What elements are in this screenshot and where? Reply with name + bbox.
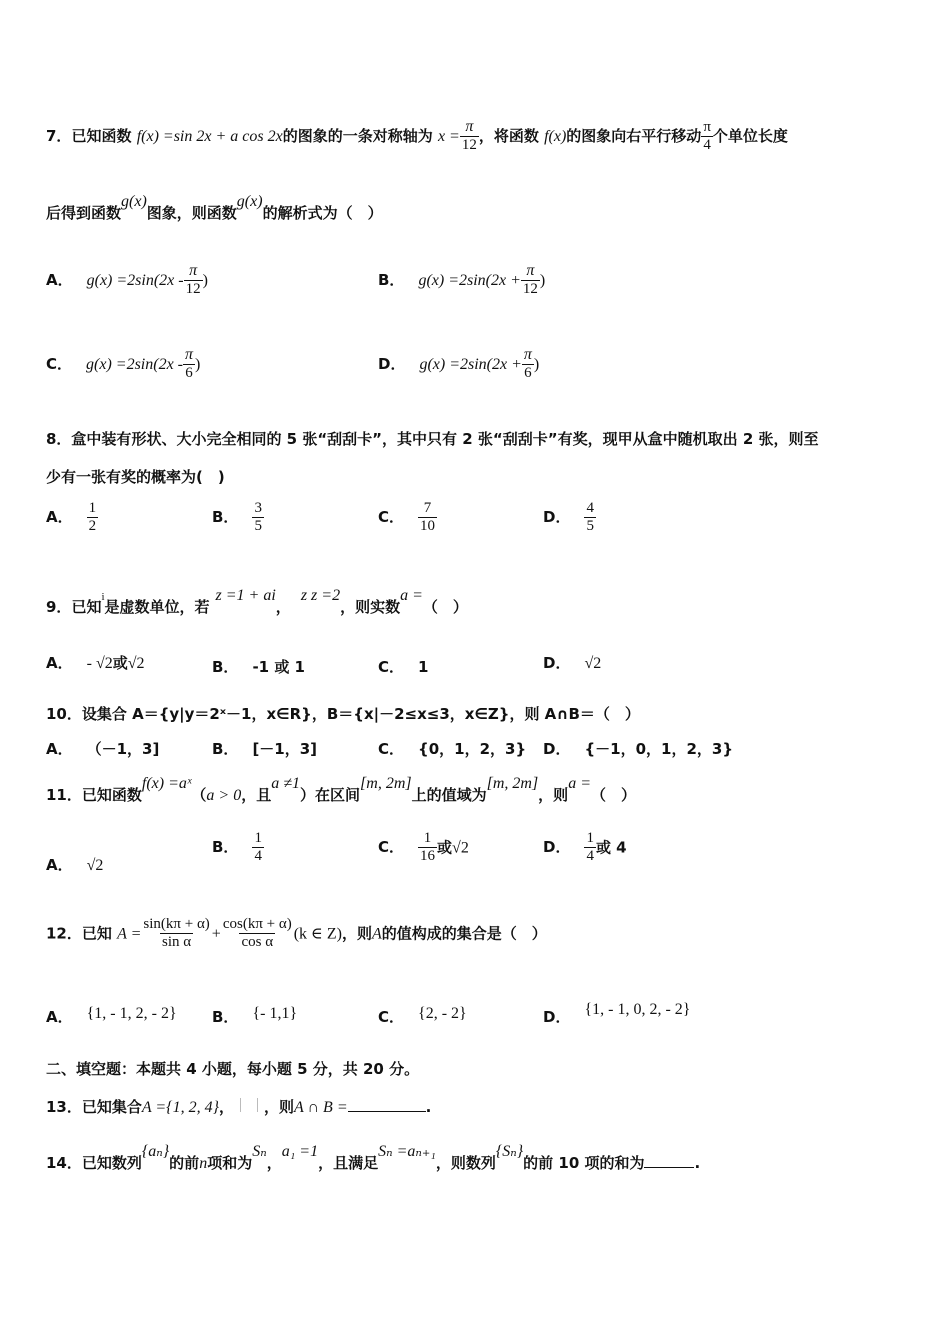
option-value: {0，1，2，3} — [418, 740, 527, 758]
question-7-line-1 — [46, 118, 788, 155]
option-label: C． — [378, 508, 405, 527]
variable: n — [199, 1155, 208, 1172]
option-label: D． — [543, 508, 571, 527]
option-value: {－1，0，1，2，3} — [584, 740, 733, 758]
option-label: D． — [543, 654, 571, 672]
text: 已知函数 — [81, 786, 142, 804]
question-number: 11． — [46, 786, 82, 804]
text: 的前 10 项的和为 — [523, 1154, 645, 1172]
option-fraction — [183, 346, 195, 383]
option-value: [－1，3] — [252, 740, 318, 758]
question-8-line-1: 8．盒中装有形状、大小完全相同的 5 张“刮刮卡”，其中只有 2 张“刮刮卡”有奖，现甲从盒中随机取出 2 张，则至 — [46, 430, 819, 448]
fraction-numerator: π — [703, 118, 711, 135]
option-label: B． — [212, 740, 239, 758]
text: 个单位长度 — [712, 126, 788, 145]
option-value: -1 或 1 — [252, 658, 305, 676]
q8-option-c[interactable] — [378, 500, 437, 536]
option-label: A． — [46, 270, 73, 289]
fraction-numerator: 4 — [586, 500, 594, 516]
fraction-numerator: 1 — [254, 830, 262, 846]
option-value: √2 — [127, 655, 145, 672]
q12-option-d[interactable] — [543, 1001, 691, 1027]
option-value: √2 — [452, 839, 469, 857]
q11-option-d[interactable] — [543, 830, 627, 866]
formula-fraction-2 — [221, 916, 294, 952]
fraction-numerator: 7 — [423, 500, 432, 516]
q10-option-c[interactable] — [378, 738, 526, 759]
text: 项和为 — [207, 1154, 253, 1172]
q10-option-d[interactable] — [543, 738, 733, 759]
option-text: 或 4 — [595, 838, 627, 857]
option-label: B． — [378, 270, 405, 289]
question-7-line-2 — [46, 193, 383, 223]
option-value: √2 — [86, 857, 104, 874]
sequence: {Sₙ} — [495, 1143, 524, 1160]
fraction-numerator: 1 — [88, 500, 97, 516]
equation: z z =2 — [300, 587, 341, 604]
axis-lhs: x = — [437, 127, 460, 145]
question-14 — [46, 1143, 701, 1173]
fraction-numerator: 1 — [586, 830, 594, 846]
text: ， — [218, 1098, 234, 1116]
option-fraction — [584, 500, 596, 536]
fraction-numerator: 3 — [254, 500, 262, 516]
option-label: D． — [543, 740, 571, 758]
fraction-denominator: 12 — [522, 281, 538, 298]
q9-option-d[interactable] — [543, 652, 601, 673]
fraction-numerator: π — [465, 118, 474, 135]
question-number: 12． — [46, 924, 82, 943]
q8-option-d[interactable] — [543, 500, 596, 536]
fraction-numerator: π — [189, 262, 198, 279]
option-label: D． — [543, 838, 571, 857]
fraction-denominator: 4 — [254, 848, 262, 865]
option-label: A． — [46, 740, 73, 758]
option-formula-end: ) — [539, 271, 546, 289]
option-label: B． — [212, 658, 239, 676]
function-formula: f(x) =sin 2x + a cos 2x — [136, 127, 283, 145]
text: 的图象的一条对称轴为 — [282, 126, 433, 145]
option-value: （－1，3] — [86, 740, 160, 758]
text: （ ） — [422, 598, 468, 616]
option-fraction — [521, 262, 540, 299]
sum-symbol: Sₙ — [252, 1143, 267, 1160]
text: （ ） — [590, 786, 636, 804]
text: ，将函数 — [478, 126, 539, 145]
question-9 — [46, 587, 468, 617]
text: 的前 — [169, 1154, 200, 1172]
text: 是虚数单位，若 — [104, 598, 210, 616]
variable: A — [372, 925, 382, 943]
fraction-denominator: 16 — [420, 848, 436, 865]
q7-option-d[interactable] — [378, 346, 539, 383]
fraction-numerator: cos(kπ + α) — [222, 916, 292, 932]
q8-option-b[interactable] — [212, 500, 264, 536]
option-fraction — [252, 500, 264, 536]
fraction-numerator: π — [185, 346, 194, 363]
fraction-denominator: 5 — [586, 518, 594, 535]
option-label: B． — [212, 838, 239, 857]
q12-option-c[interactable] — [378, 1006, 467, 1027]
text: 后得到函数 — [46, 204, 122, 222]
fraction-denominator: 6 — [524, 365, 532, 382]
option-label: D． — [378, 354, 406, 373]
option-formula: g(x) =2sin(2x + — [419, 355, 522, 373]
option-label: C． — [378, 740, 405, 758]
q7-option-c[interactable] — [46, 346, 200, 383]
fraction-denominator: 5 — [254, 518, 262, 535]
question-number: 14． — [46, 1154, 82, 1172]
option-formula-end: ) — [202, 271, 208, 289]
q7-option-b[interactable] — [378, 262, 545, 299]
text: ， — [275, 598, 291, 616]
text: 的图象向右平行移动 — [566, 126, 702, 145]
question-10: 10．设集合 A＝{y|y＝2ˣ－1，x∈R}，B＝{x|－2≤x≤3，x∈Z}，则 A∩B＝（ ） — [46, 705, 640, 723]
q12-option-a[interactable] — [46, 1006, 177, 1027]
q9-option-b[interactable] — [212, 656, 305, 677]
text: ，则数列 — [435, 1154, 496, 1172]
text: ，且满足 — [318, 1154, 379, 1172]
text: ，则 — [342, 924, 373, 943]
fraction-numerator: 1 — [423, 830, 432, 846]
option-fraction — [87, 500, 99, 536]
imaginary-unit: i — [101, 591, 105, 603]
set-definition: A ={1, 2, 4} — [141, 1099, 219, 1116]
option-value: {1, - 1, 2, - 2} — [86, 1005, 177, 1022]
text: 已知函数 — [71, 126, 132, 145]
text: 已知数列 — [81, 1154, 142, 1172]
variable: a = — [568, 775, 591, 792]
option-label: A． — [46, 856, 73, 874]
recurrence: Sₙ =aₙ₊₁ — [378, 1143, 436, 1160]
option-label: C． — [46, 354, 73, 373]
fraction-denominator: 12 — [461, 137, 477, 154]
q10-option-b[interactable] — [212, 738, 317, 759]
option-label: A． — [46, 654, 73, 672]
q9-option-c[interactable] — [378, 656, 428, 677]
text: ，则 — [263, 1098, 294, 1116]
option-formula: g(x) =2sin(2x - — [86, 355, 183, 373]
option-formula-end: ) — [195, 355, 201, 373]
formula-lhs: A = — [117, 925, 142, 943]
option-label: C． — [378, 838, 405, 857]
equation: z =1 + ai — [215, 587, 276, 604]
fraction-denominator: 6 — [185, 365, 193, 382]
fraction-denominator: 12 — [185, 281, 201, 298]
q11-option-c[interactable] — [378, 830, 469, 866]
option-label: D． — [543, 1008, 571, 1026]
option-label: C． — [378, 1008, 405, 1026]
option-label: A． — [46, 508, 73, 527]
text: 已知 — [81, 924, 112, 943]
text: . — [694, 1154, 701, 1172]
option-fraction — [522, 346, 534, 383]
option-fraction — [418, 500, 437, 536]
text: 图象，则函数 — [146, 204, 237, 222]
sequence: {aₙ} — [141, 1143, 170, 1160]
question-number: 9． — [46, 598, 72, 616]
option-formula-end: ) — [533, 355, 540, 373]
option-fraction — [184, 262, 203, 299]
question-number: 13． — [46, 1098, 82, 1116]
fraction-numerator: π — [526, 262, 535, 279]
expression: A ∩ B = — [294, 1099, 348, 1116]
text: （ — [191, 786, 207, 804]
text: 已知集合 — [81, 1098, 142, 1116]
option-formula: g(x) =2sin(2x + — [418, 271, 521, 289]
fraction-denominator: sin α — [162, 934, 192, 951]
text: . — [425, 1098, 432, 1116]
condition: a > 0 — [206, 787, 242, 804]
question-number: 7． — [46, 126, 72, 145]
question-8-line-2: 少有一张有奖的概率为( ) — [46, 468, 225, 486]
fraction-denominator: 2 — [88, 518, 97, 535]
plus-sign: + — [211, 925, 221, 943]
answer-blank[interactable] — [644, 1167, 694, 1168]
option-label: A． — [46, 1008, 73, 1026]
text: ，且 — [241, 786, 272, 804]
option-label: B． — [212, 508, 239, 527]
fraction-denominator: 10 — [420, 518, 436, 535]
fraction-denominator: 4 — [703, 136, 711, 153]
axis-fraction — [460, 118, 479, 155]
option-value: {2, - 2} — [418, 1005, 467, 1022]
condition: a ≠1 — [271, 775, 301, 792]
answer-blank[interactable] — [348, 1111, 426, 1112]
option-value: √2 — [584, 655, 602, 672]
option-formula: g(x) =2sin(2x - — [86, 271, 184, 289]
text: ，则 — [538, 786, 569, 804]
option-text: 或 — [437, 838, 453, 857]
text: 的解析式为（ ） — [262, 204, 383, 222]
initial-term: a₁ =1 — [281, 1143, 319, 1160]
function-formula: f(x) =aˣ — [141, 775, 192, 792]
option-value: {- 1,1} — [252, 1005, 298, 1022]
option-fraction — [584, 830, 596, 866]
text: 的值构成的集合是（ ） — [381, 924, 547, 943]
q11-option-a[interactable] — [46, 854, 103, 875]
q8-option-a[interactable] — [46, 500, 98, 536]
interval: [m, 2m] — [360, 775, 412, 792]
option-value: 1 — [418, 658, 429, 676]
interval: [m, 2m] — [486, 775, 539, 792]
q11-option-b[interactable] — [212, 830, 264, 866]
text: ，则实数 — [340, 598, 401, 616]
fraction-numerator: sin(kπ + α) — [143, 916, 210, 932]
option-value: - √2 — [86, 655, 113, 672]
option-fraction — [418, 830, 437, 866]
option-fraction — [252, 830, 264, 866]
question-13 — [46, 1096, 431, 1117]
fraction-denominator: 4 — [586, 848, 594, 865]
fraction-denominator: cos α — [241, 934, 274, 951]
question-12 — [46, 916, 547, 952]
missing-formula-placeholder — [240, 1098, 258, 1112]
q10-option-a[interactable] — [46, 738, 159, 759]
condition: (k ∈ Z) — [293, 925, 342, 943]
q12-option-b[interactable] — [212, 1006, 297, 1027]
option-text: 或 — [112, 654, 128, 672]
formula-fraction-1 — [141, 916, 211, 952]
text: ， — [266, 1154, 282, 1172]
q9-option-a[interactable] — [46, 652, 145, 673]
fraction-numerator: π — [523, 346, 532, 363]
text: ）在区间 — [300, 786, 361, 804]
function-name: g(x) — [236, 193, 263, 210]
text: 上的值域为 — [411, 786, 487, 804]
q7-option-a[interactable] — [46, 262, 208, 299]
option-value: {1, - 1, 0, 2, - 2} — [584, 1001, 691, 1018]
option-label: B． — [212, 1008, 239, 1026]
option-label: C． — [378, 658, 405, 676]
section-heading: 二、填空题：本题共 4 小题，每小题 5 分，共 20 分。 — [46, 1060, 420, 1078]
question-11 — [46, 775, 636, 805]
variable: a = — [400, 587, 423, 604]
function-name: f(x) — [544, 127, 567, 145]
shift-fraction — [701, 119, 713, 155]
function-name: g(x) — [121, 193, 147, 210]
text: 已知 — [71, 598, 102, 616]
